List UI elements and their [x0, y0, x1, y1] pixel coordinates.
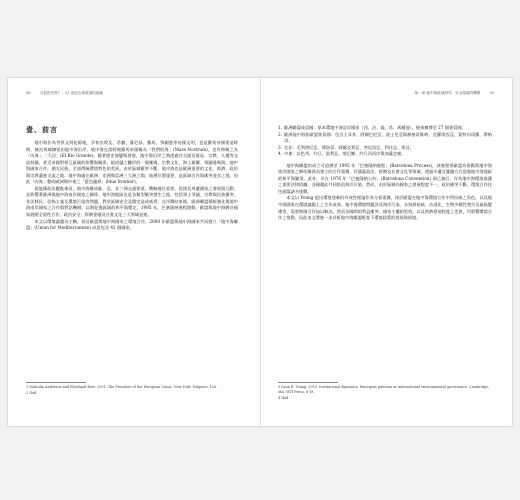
right-paragraph-1: 地中海聯盟的成立可追溯至 1995 年「巴塞隆納進程」(Barcelona Process)，該進程係歐盟為推動與地中海南岸國家之夥伴關係而建立的合作架構，其涵蓋政治、經濟及社會文化等領域，透過多邊及雙邊方式促進地中海地區的和平與繁榮。此外，早在 1976 年「巴塞隆納公約」(Barcelona Convention) 即已簽訂，作為地中海環境保護之重要法律依據，各國藉此共同防治海洋污染。然而，由於區域內國家之發展程度不一，政治衝突不斷，環境合作往往面臨諸多挑戰。	[278, 162, 492, 194]
right-footnote-1: 3 Oran R. Young. 2010. Institutional dynamics: Emergent patterns in international environmental governance. Cambridge, MA: MIT Press, 8-15.	[278, 385, 490, 395]
left-footnote-1: 1 Malcolm Anderson and Eberhard Bort. 2001. The Frontiers of the European Union. New York: Palgrave, 126.	[26, 385, 218, 389]
left-page	[8, 78, 256, 426]
right-running-head	[414, 91, 494, 96]
right-running-title: 第一章 地中海區域研究：安全環境的轉變	[414, 91, 481, 95]
book-spread	[8, 78, 512, 426]
right-page	[264, 78, 512, 426]
gutter	[260, 78, 261, 426]
right-body-text	[278, 125, 492, 222]
left-running-head	[26, 91, 103, 96]
list-item-number: 3.	[278, 144, 282, 150]
right-footnote-2: 4 Ibid.	[278, 396, 290, 401]
left-footnote-rule	[26, 382, 86, 383]
list-item-text: 歐洲地中海非歐盟會員國：包含土耳其、阿爾巴尼亞、波士尼亞與赫塞哥維納、克羅埃西亞、蒙特內哥羅、摩納哥；	[284, 131, 492, 144]
left-paragraph-3: 本文以環境議題為主軸，探討歐盟與地中海國家之環境合作，2008 年歐盟與地中海國家共同創立「地中海聯盟」(Union for Mediterranean) 成員包含 42 個國家。	[26, 218, 238, 231]
right-footnote-rule	[278, 382, 338, 383]
left-page-number: 38	[26, 91, 31, 95]
member-list-item	[278, 151, 492, 158]
left-body-text	[26, 140, 238, 232]
list-item-number: 1.	[278, 125, 282, 130]
left-paragraph-1: 地中海作為世界文明起源地，孕育出埃及、希臘、腓尼基、羅馬、鄂圖曼等帝國文明，也是羅馬帝國建造時期，統治領域擴張由地中海沿岸，地中海在當時被羅馬帝國稱為「我們的海」(Mare Nostrum)，也有時稱之為「內海」、「大河」(El Rio Grande)。隨著歷史演變與發展，地中海沿岸之間透過其交通及貿易、宗教、人種等交流持續，甚至帝國對相互區域的影響與關係，組成儲之雛形的一個鄰國、宗教文化、海上霸權、鄂圖曼與與，地中海國家合作，猶太民族。全部傳統環境特色的差異。由於區域衝突不斷，地中海也是歐洲重要的文化、經濟、政治與宗教遺產交流之地。地中海處在歐洲、非洲與亞洲三大洲之間，地理位置重要，是區域合作與衝突並存之地，因此「內海」整成歐洲與中東之「藍色邊界」(blue frontier)。	[26, 140, 238, 185]
list-item-number: 2.	[278, 131, 282, 137]
left-footnotes	[26, 385, 238, 397]
list-item-number: 4.	[278, 151, 282, 157]
section-heading: 壹、前言	[26, 125, 58, 134]
list-item-text: 北非：毛利塔尼亞、摩洛哥、阿爾及利亞、突尼西亞、利比亞、埃及；	[284, 144, 414, 150]
left-running-title: 分裂的世界？：21 世紀全球環境的風範	[39, 91, 103, 95]
right-paragraph-2: 本文以 Young 提出環境建制的有效性理論作為分析架構，探討歐盟在地中海環境合作中所扮演之角色，以及地中海國家在環境議題上之合作成效。地中海環境問題涉及海洋污染、水資源短缺、沙漠化、生物多樣性喪失及氣候變遷等，需要跨國合作加以解決。然而各國間的利益衝突、國家主權的堅持，以及經濟發展程度之差異，均影響環境合作之推動，因此本文將進一步評析地中海聯盟框架下環境政策的發展與困境。	[278, 195, 492, 221]
right-page-number: 39	[489, 91, 494, 95]
list-item-text: 中東：以色列、約旦、敘利亞、黎巴嫩、約旦河西岸與加薩走廊。	[284, 151, 406, 157]
member-list-item	[278, 132, 492, 145]
right-footnotes	[278, 385, 492, 403]
list-item-text: 歐洲聯盟成員國：原本環地中海沿岸國家（西、法、義、希、馬爾他），後來擴增至 27 個會員國；	[284, 125, 466, 130]
left-footnote-2: 2 Ibid.	[26, 391, 38, 396]
left-paragraph-2: 從地緣政治觀點來看，地中海構成歐、亞、非三洲交通要道，戰略地位重要，促使其周邊國家之發展與互動，並影響著歐洲與地中海南岸國家之關係。地中海地區也是各類型衝突發生之地，包括領土爭議、宗教與民族衝突、非法移民、恐怖主義及環境污染等問題，對於區域安全及穩定造成威脅。自冷戰結束後，歐洲聯盟積極強化與地中海南岸國家之合作與對話機制，以期促進區域的和平與穩定。1995 年，巴塞隆納進程啟動，歐盟與地中海夥伴國家展開全面性合作，政治安全、經濟金融及社會文化三大領域並進。	[26, 185, 238, 218]
